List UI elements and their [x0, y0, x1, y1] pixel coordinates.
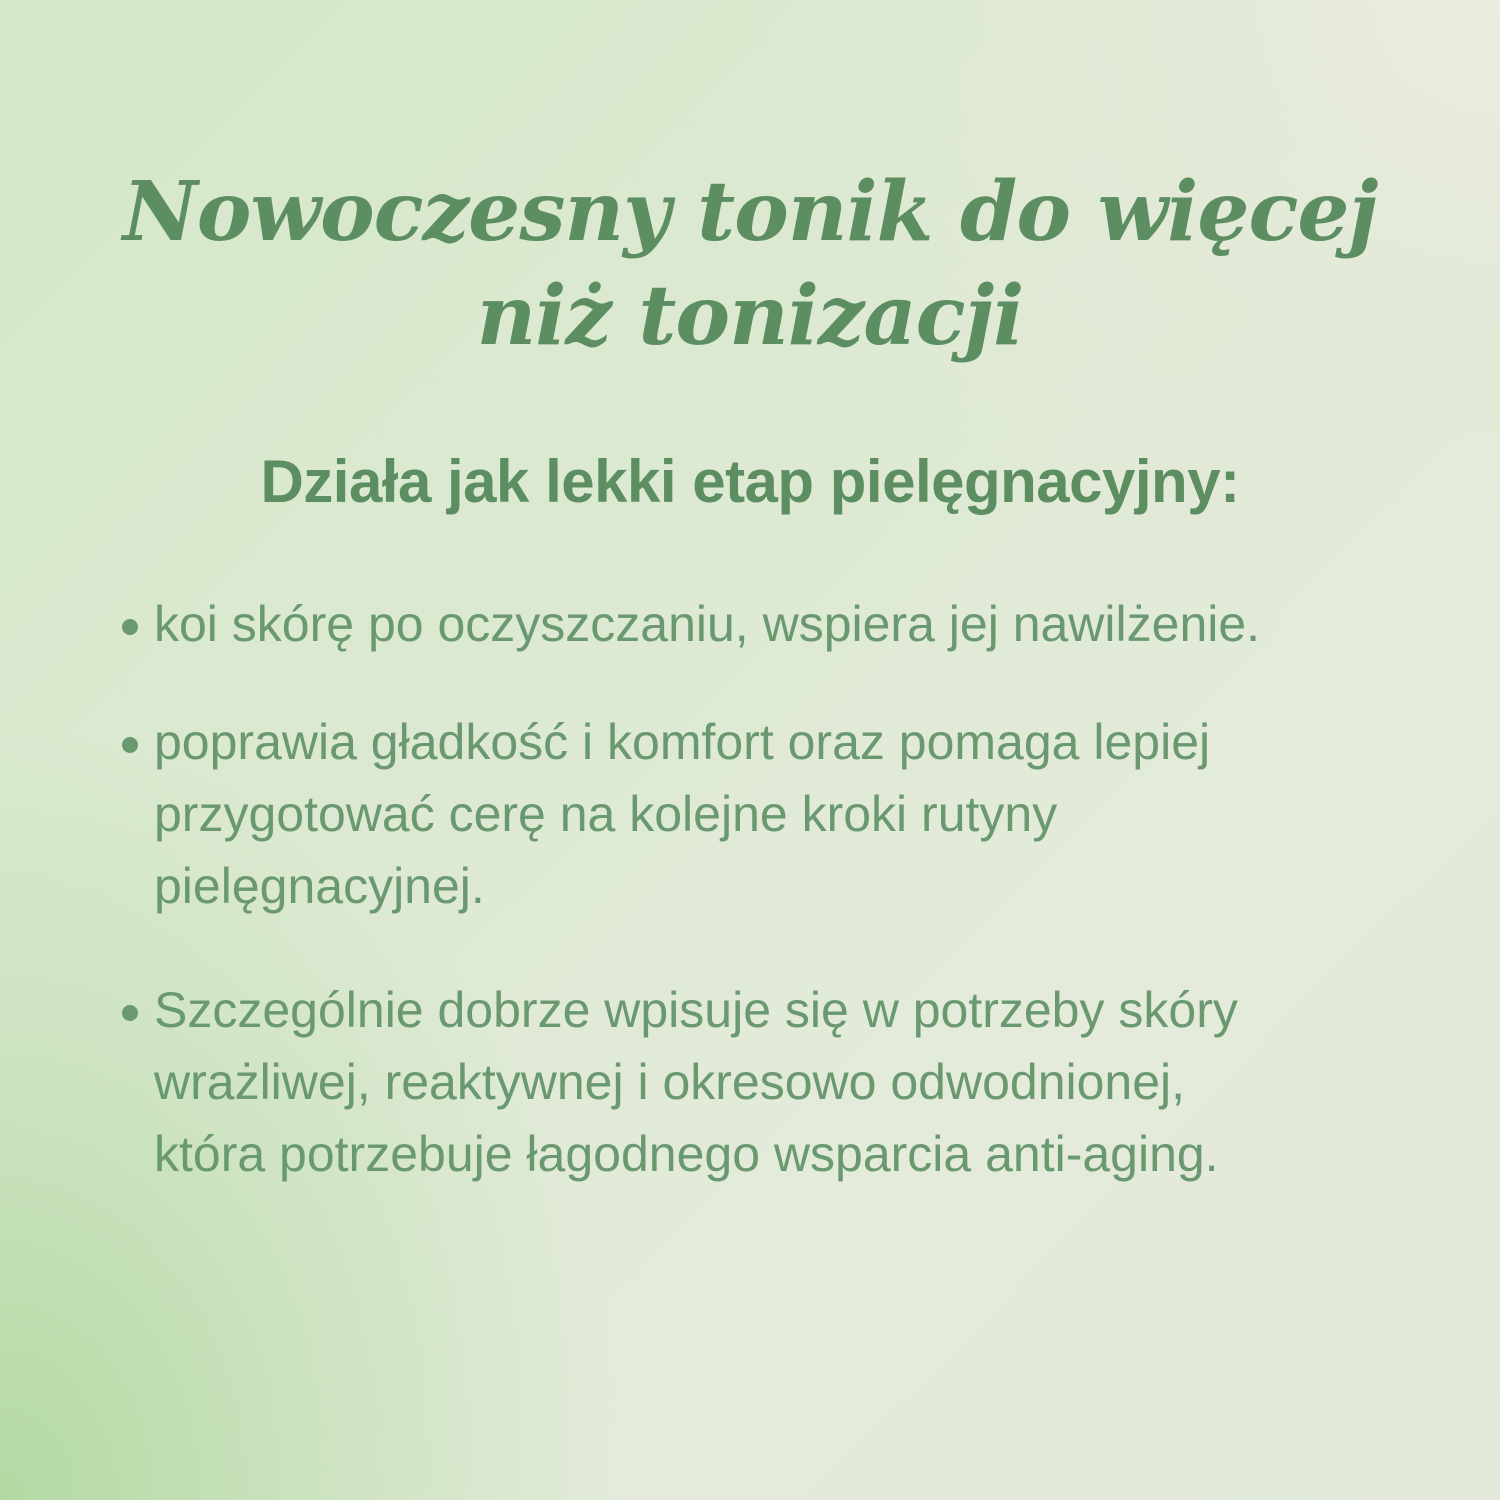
list-item: [118, 706, 1418, 922]
bullet-dot-icon: [122, 619, 138, 635]
bullet-dot-icon: [122, 1005, 138, 1021]
list-item: [118, 974, 1418, 1190]
list-item-text: poprawia gładkość i komfort oraz pomaga lepiej: [154, 714, 1211, 770]
bullet-dot-icon: [122, 737, 138, 753]
page-title: [0, 160, 1500, 368]
subtitle: Działa jak lekki etap pielęgnacyjny:: [260, 448, 1240, 515]
list-item-text: Szczególnie dobrze wpisuje się w potrzeby skóry: [154, 982, 1238, 1038]
list-item-text: wrażliwej, reaktywnej i okresowo odwodnionej,: [154, 1054, 1186, 1110]
title-line-2: niż tonizacji: [476, 268, 1024, 364]
list-item-text: przygotować cerę na kolejne kroki rutyny: [154, 786, 1058, 842]
benefits-list: [118, 588, 1418, 1190]
list-item-text: która potrzebuje łagodnego wsparcia anti-aging.: [154, 1126, 1219, 1182]
list-item-text: pielęgnacyjnej.: [154, 858, 485, 914]
title-line-1: Nowoczesny tonik do więcej: [122, 164, 1378, 260]
list-item-text: koi skórę po oczyszczaniu, wspiera jej nawilżenie.: [154, 596, 1261, 652]
list-item: [118, 588, 1418, 660]
